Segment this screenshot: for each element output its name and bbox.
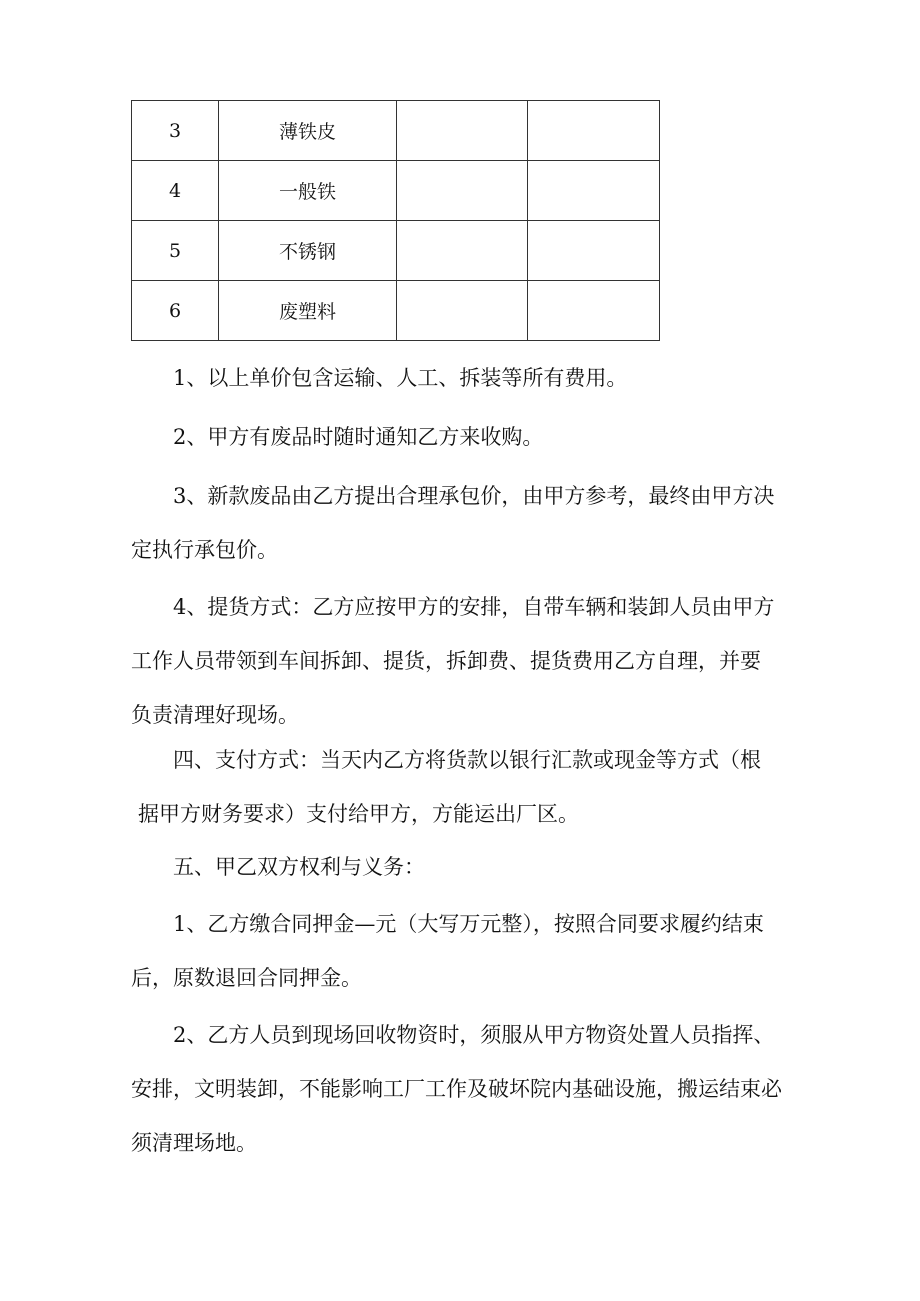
row-number: 4 — [132, 161, 219, 221]
paragraph-line: 须清理场地。 — [131, 1131, 257, 1155]
paragraph-onsite-rules — [131, 1008, 811, 1170]
empty-cell — [397, 281, 528, 341]
item-name: 不锈钢 — [219, 221, 397, 281]
empty-cell — [528, 101, 660, 161]
item-name: 一般铁 — [219, 161, 397, 221]
paragraph-payment — [131, 733, 811, 841]
paragraph-deposit — [131, 897, 811, 1005]
paragraph-line: 定执行承包价。 — [131, 538, 278, 562]
paragraph-new-items — [131, 469, 811, 577]
paragraph-notify — [131, 410, 811, 464]
empty-cell — [397, 101, 528, 161]
item-name: 废塑料 — [219, 281, 397, 341]
empty-cell — [397, 161, 528, 221]
empty-cell — [528, 281, 660, 341]
row-number: 5 — [132, 221, 219, 281]
paragraph-line: 据甲方财务要求）支付给甲方，方能运出厂区。 — [138, 802, 579, 826]
item-name: 薄铁皮 — [219, 101, 397, 161]
paragraph-line: 五、甲乙双方权利与义务： — [173, 855, 425, 879]
paragraph-line: 1、乙方缴合同押金—元（大写万元整），按照合同要求履约结束 — [173, 912, 764, 936]
empty-cell — [397, 221, 528, 281]
empty-cell — [528, 161, 660, 221]
paragraph-line: 3、新款废品由乙方提出合理承包价，由甲方参考，最终由甲方决 — [173, 484, 775, 508]
paragraph-line: 1、以上单价包含运输、人工、拆装等所有费用。 — [173, 366, 628, 390]
paragraph-line: 负责清理好现场。 — [131, 703, 299, 727]
row-number: 6 — [132, 281, 219, 341]
paragraph-line: 安排，文明装卸，不能影响工厂工作及破坏院内基础设施，搬运结束必 — [131, 1077, 782, 1101]
paragraph-line: 2、甲方有废品时随时通知乙方来收购。 — [173, 425, 544, 449]
paragraph-price-includes — [131, 351, 811, 405]
row-number: 3 — [132, 101, 219, 161]
paragraph-line: 四、支付方式：当天内乙方将货款以银行汇款或现金等方式（根 — [173, 748, 761, 772]
paragraph-line: 后，原数退回合同押金。 — [131, 966, 362, 990]
paragraph-line: 4、提货方式：乙方应按甲方的安排，自带车辆和装卸人员由甲方 — [173, 595, 775, 619]
empty-cell — [528, 221, 660, 281]
paragraph-pickup — [131, 580, 811, 742]
table-row — [132, 221, 660, 281]
paragraph-line: 工作人员带领到车间拆卸、提货，拆卸费、提货费用乙方自理，并要 — [131, 649, 761, 673]
table-row — [132, 161, 660, 221]
table-row — [132, 101, 660, 161]
table-row — [132, 281, 660, 341]
paragraph-line: 2、乙方人员到现场回收物资时，须服从甲方物资处置人员指挥、 — [173, 1023, 775, 1047]
waste-items-table — [131, 100, 660, 341]
section-heading-rights — [131, 840, 811, 894]
